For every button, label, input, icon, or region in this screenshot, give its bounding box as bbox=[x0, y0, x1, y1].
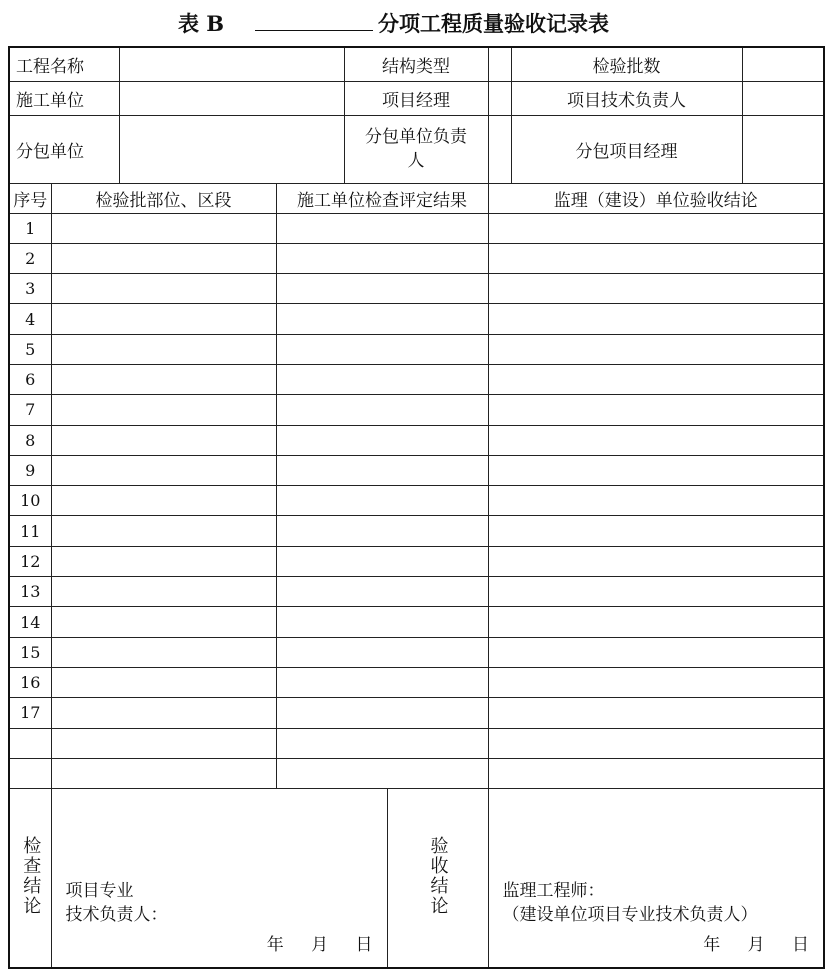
row-supervision-conclusion-cell[interactable] bbox=[488, 486, 824, 516]
row-location-cell[interactable] bbox=[51, 395, 276, 425]
row-seq: 3 bbox=[9, 274, 51, 304]
project-manager-label: 项目经理 bbox=[344, 81, 488, 115]
row-supervision-conclusion-cell[interactable] bbox=[488, 334, 824, 364]
table-row bbox=[9, 334, 824, 364]
row-supervision-conclusion-cell[interactable] bbox=[488, 304, 824, 334]
row-location-cell[interactable] bbox=[51, 213, 276, 243]
row-supervision-conclusion-cell[interactable] bbox=[488, 213, 824, 243]
project-name-label: 工程名称 bbox=[9, 47, 119, 81]
row-seq: 9 bbox=[9, 455, 51, 485]
table-row bbox=[9, 758, 824, 788]
row-location-cell[interactable] bbox=[51, 455, 276, 485]
row-supervision-conclusion-cell[interactable] bbox=[488, 364, 824, 394]
col-header-construction-result: 施工单位检查评定结果 bbox=[276, 183, 488, 213]
table-row bbox=[9, 637, 824, 667]
check-conclusion-label: 检查结论 bbox=[9, 789, 51, 969]
row-construction-result-cell[interactable] bbox=[276, 637, 488, 667]
col-header-seq: 序号 bbox=[9, 183, 51, 213]
row-location-cell[interactable] bbox=[51, 304, 276, 334]
row-supervision-conclusion-cell[interactable] bbox=[488, 728, 824, 758]
table-row bbox=[9, 698, 824, 728]
accept-conclusion-cell[interactable] bbox=[488, 789, 824, 969]
column-header-row bbox=[9, 183, 824, 213]
row-seq bbox=[9, 728, 51, 758]
row-seq: 16 bbox=[9, 667, 51, 697]
check-signer-line-2: 技术负责人： bbox=[65, 905, 168, 926]
table-row bbox=[9, 213, 824, 243]
row-location-cell[interactable] bbox=[51, 364, 276, 394]
table-row bbox=[9, 728, 824, 758]
check-conclusion-cell[interactable] bbox=[51, 789, 387, 969]
accept-date: 年 月 日 bbox=[703, 935, 809, 956]
table-row bbox=[9, 243, 824, 273]
inspection-lot-count-label: 检验批数 bbox=[511, 47, 742, 81]
row-location-cell[interactable] bbox=[51, 728, 276, 758]
table-row bbox=[9, 667, 824, 697]
col-header-location: 检验批部位、区段 bbox=[51, 183, 276, 213]
row-seq: 17 bbox=[9, 698, 51, 728]
structure-type-value[interactable] bbox=[488, 47, 511, 81]
row-construction-result-cell[interactable] bbox=[276, 577, 488, 607]
row-supervision-conclusion-cell[interactable] bbox=[488, 395, 824, 425]
row-location-cell[interactable] bbox=[51, 698, 276, 728]
row-construction-result-cell[interactable] bbox=[276, 728, 488, 758]
row-supervision-conclusion-cell[interactable] bbox=[488, 667, 824, 697]
row-location-cell[interactable] bbox=[51, 667, 276, 697]
row-seq: 1 bbox=[9, 213, 51, 243]
row-location-cell[interactable] bbox=[51, 607, 276, 637]
construction-unit-label: 施工单位 bbox=[9, 81, 119, 115]
row-location-cell[interactable] bbox=[51, 334, 276, 364]
row-supervision-conclusion-cell[interactable] bbox=[488, 637, 824, 667]
row-supervision-conclusion-cell[interactable] bbox=[488, 425, 824, 455]
row-supervision-conclusion-cell[interactable] bbox=[488, 455, 824, 485]
row-supervision-conclusion-cell[interactable] bbox=[488, 274, 824, 304]
row-location-cell[interactable] bbox=[51, 546, 276, 576]
row-supervision-conclusion-cell[interactable] bbox=[488, 577, 824, 607]
subcontract-pm-label: 分包项目经理 bbox=[511, 115, 742, 183]
row-supervision-conclusion-cell[interactable] bbox=[488, 546, 824, 576]
form-code: 表 B bbox=[178, 11, 225, 36]
inspection-lot-count-value[interactable] bbox=[742, 47, 824, 81]
accept-conclusion-label: 验收结论 bbox=[387, 789, 488, 969]
construction-unit-value[interactable] bbox=[119, 81, 344, 115]
subcontractor-lead-value[interactable] bbox=[488, 115, 511, 183]
subcontract-pm-value[interactable] bbox=[742, 115, 824, 183]
row-construction-result-cell[interactable] bbox=[276, 274, 488, 304]
row-seq: 15 bbox=[9, 637, 51, 667]
title-blank-line bbox=[255, 30, 373, 31]
row-construction-result-cell[interactable] bbox=[276, 607, 488, 637]
row-seq: 4 bbox=[9, 304, 51, 334]
row-construction-result-cell[interactable] bbox=[276, 213, 488, 243]
row-construction-result-cell[interactable] bbox=[276, 364, 488, 394]
row-supervision-conclusion-cell[interactable] bbox=[488, 243, 824, 273]
row-supervision-conclusion-cell[interactable] bbox=[488, 758, 824, 788]
project-manager-value[interactable] bbox=[488, 81, 511, 115]
technical-lead-value[interactable] bbox=[742, 81, 824, 115]
row-construction-result-cell[interactable] bbox=[276, 486, 488, 516]
subcontractor-lead-label: 分包单位负责人 bbox=[344, 115, 488, 183]
row-location-cell[interactable] bbox=[51, 425, 276, 455]
table-row bbox=[9, 425, 824, 455]
row-seq: 8 bbox=[9, 425, 51, 455]
row-construction-result-cell[interactable] bbox=[276, 516, 488, 546]
table-row bbox=[9, 274, 824, 304]
row-construction-result-cell[interactable] bbox=[276, 667, 488, 697]
row-seq: 10 bbox=[9, 486, 51, 516]
row-seq: 14 bbox=[9, 607, 51, 637]
row-supervision-conclusion-cell[interactable] bbox=[488, 607, 824, 637]
subcontractor-label: 分包单位 bbox=[9, 115, 119, 183]
table-row bbox=[9, 607, 824, 637]
row-seq: 5 bbox=[9, 334, 51, 364]
row-supervision-conclusion-cell[interactable] bbox=[488, 516, 824, 546]
row-location-cell[interactable] bbox=[51, 577, 276, 607]
accept-signer-line-1: 监理工程师： bbox=[502, 881, 605, 902]
structure-type-label: 结构类型 bbox=[344, 47, 488, 81]
table-row bbox=[9, 304, 824, 334]
table-row bbox=[9, 577, 824, 607]
row-construction-result-cell[interactable] bbox=[276, 243, 488, 273]
col-header-supervision-conclusion: 监理（建设）单位验收结论 bbox=[488, 183, 824, 213]
row-construction-result-cell[interactable] bbox=[276, 758, 488, 788]
row-location-cell[interactable] bbox=[51, 486, 276, 516]
row-seq: 7 bbox=[9, 395, 51, 425]
table-row bbox=[9, 486, 824, 516]
row-location-cell[interactable] bbox=[51, 758, 276, 788]
row-seq: 2 bbox=[9, 243, 51, 273]
subcontractor-value[interactable] bbox=[119, 115, 344, 183]
row-seq: 12 bbox=[9, 546, 51, 576]
row-seq: 13 bbox=[9, 577, 51, 607]
row-construction-result-cell[interactable] bbox=[276, 334, 488, 364]
table-row bbox=[9, 546, 824, 576]
row-construction-result-cell[interactable] bbox=[276, 425, 488, 455]
table-row bbox=[9, 395, 824, 425]
row-construction-result-cell[interactable] bbox=[276, 455, 488, 485]
conclusion-row bbox=[9, 789, 824, 969]
form-title bbox=[0, 6, 831, 36]
accept-signer-line-2: （建设单位项目专业技术负责人） bbox=[502, 905, 758, 926]
row-location-cell[interactable] bbox=[51, 516, 276, 546]
row-seq: 11 bbox=[9, 516, 51, 546]
check-date: 年 月 日 bbox=[266, 935, 373, 956]
table-row bbox=[9, 455, 824, 485]
row-location-cell[interactable] bbox=[51, 243, 276, 273]
row-construction-result-cell[interactable] bbox=[276, 395, 488, 425]
table-row bbox=[9, 516, 824, 546]
row-construction-result-cell[interactable] bbox=[276, 304, 488, 334]
row-construction-result-cell[interactable] bbox=[276, 546, 488, 576]
row-location-cell[interactable] bbox=[51, 637, 276, 667]
row-seq bbox=[9, 758, 51, 788]
row-location-cell[interactable] bbox=[51, 274, 276, 304]
row-seq: 6 bbox=[9, 364, 51, 394]
project-name-value[interactable] bbox=[119, 47, 344, 81]
form-title-text: 分项工程质量验收记录表 bbox=[378, 11, 609, 36]
table-row bbox=[9, 364, 824, 394]
technical-lead-label: 项目技术负责人 bbox=[511, 81, 742, 115]
check-signer-line-1: 项目专业 bbox=[65, 881, 134, 902]
row-construction-result-cell[interactable] bbox=[276, 698, 488, 728]
inspection-record-table bbox=[8, 46, 825, 969]
row-supervision-conclusion-cell[interactable] bbox=[488, 698, 824, 728]
